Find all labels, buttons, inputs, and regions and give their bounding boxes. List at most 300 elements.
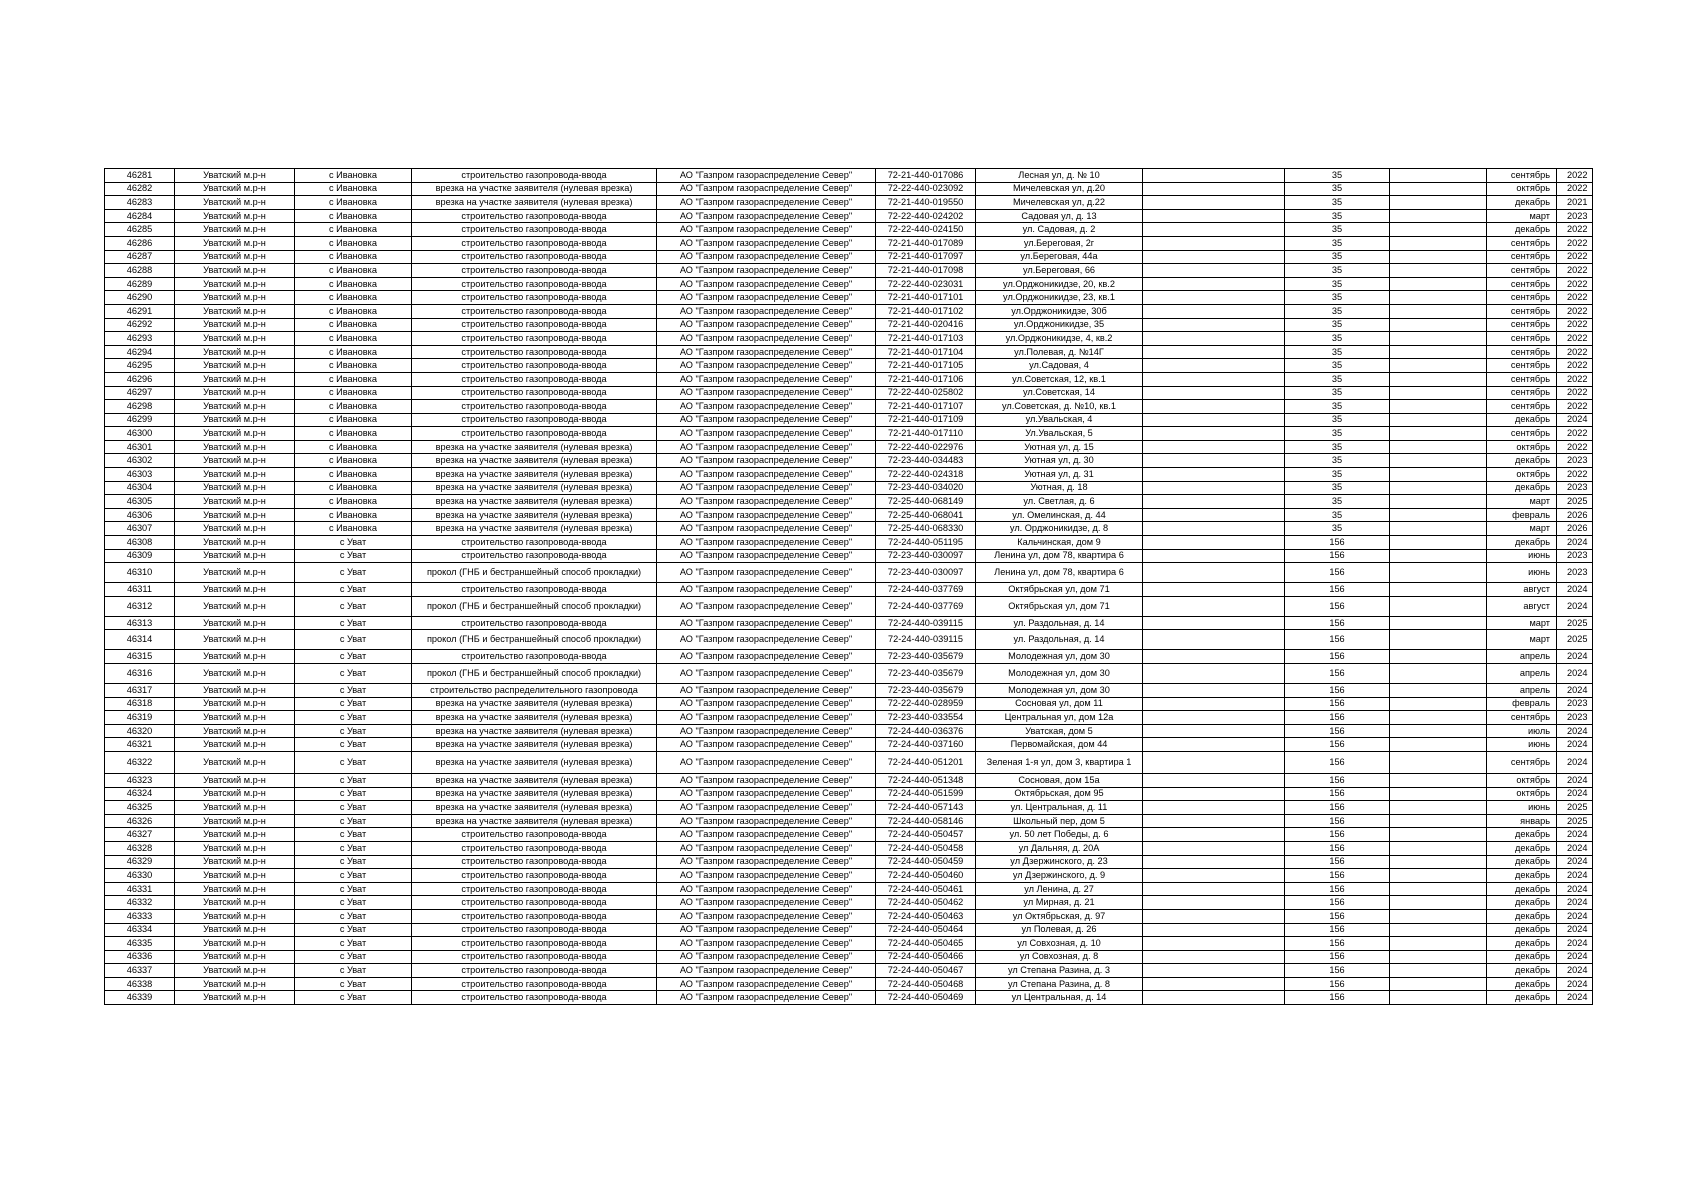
work-type-cell: врезка на участке заявителя (нулевая врезка) xyxy=(412,468,657,482)
address-cell: Садовая ул, д. 13 xyxy=(976,209,1143,223)
empty-cell xyxy=(1143,855,1285,869)
year-cell: 2024 xyxy=(1557,964,1593,978)
record-id-cell: 46297 xyxy=(105,386,175,400)
number-cell: 156 xyxy=(1285,801,1390,815)
organization-cell: АО "Газпром газораспределение Север" xyxy=(657,923,876,937)
empty-cell xyxy=(1143,304,1285,318)
locality-cell: с Уват xyxy=(295,964,412,978)
records-table xyxy=(104,168,1593,1005)
month-cell: январь xyxy=(1487,814,1557,828)
number-cell: 156 xyxy=(1285,549,1390,563)
table-row xyxy=(105,697,1593,711)
contract-number-cell: 72-22-440-024202 xyxy=(876,209,976,223)
number-cell: 35 xyxy=(1285,468,1390,482)
year-cell: 2022 xyxy=(1557,304,1593,318)
work-type-cell: прокол (ГНБ и бестраншейный способ прокладки) xyxy=(412,596,657,616)
work-type-cell: врезка на участке заявителя (нулевая врезка) xyxy=(412,454,657,468)
number-cell: 35 xyxy=(1285,182,1390,196)
empty-cell xyxy=(1390,616,1487,630)
work-type-cell: врезка на участке заявителя (нулевая врезка) xyxy=(412,182,657,196)
empty-cell xyxy=(1143,801,1285,815)
work-type-cell: строительство газопровода-ввода xyxy=(412,372,657,386)
district-cell: Уватский м.р-н xyxy=(175,332,295,346)
number-cell: 156 xyxy=(1285,583,1390,597)
empty-cell xyxy=(1143,882,1285,896)
district-cell: Уватский м.р-н xyxy=(175,596,295,616)
number-cell: 35 xyxy=(1285,291,1390,305)
address-cell: Сосновая, дом 15а xyxy=(976,773,1143,787)
empty-cell xyxy=(1143,937,1285,951)
empty-cell xyxy=(1143,630,1285,650)
year-cell: 2024 xyxy=(1557,909,1593,923)
number-cell: 156 xyxy=(1285,828,1390,842)
month-cell: октябрь xyxy=(1487,468,1557,482)
contract-number-cell: 72-23-440-030097 xyxy=(876,549,976,563)
empty-cell xyxy=(1390,413,1487,427)
work-type-cell: строительство газопровода-ввода xyxy=(412,896,657,910)
locality-cell: с Ивановка xyxy=(295,264,412,278)
month-cell: июнь xyxy=(1487,738,1557,752)
empty-cell xyxy=(1390,664,1487,684)
district-cell: Уватский м.р-н xyxy=(175,650,295,664)
empty-cell xyxy=(1143,650,1285,664)
year-cell: 2024 xyxy=(1557,855,1593,869)
address-cell: Уютная ул, д. 31 xyxy=(976,468,1143,482)
address-cell: Школьный пер, дом 5 xyxy=(976,814,1143,828)
number-cell: 35 xyxy=(1285,250,1390,264)
contract-number-cell: 72-22-440-024150 xyxy=(876,223,976,237)
district-cell: Уватский м.р-н xyxy=(175,751,295,773)
work-type-cell: строительство газопровода-ввода xyxy=(412,427,657,441)
table-row xyxy=(105,650,1593,664)
district-cell: Уватский м.р-н xyxy=(175,950,295,964)
record-id-cell: 46285 xyxy=(105,223,175,237)
year-cell: 2022 xyxy=(1557,468,1593,482)
record-id-cell: 46302 xyxy=(105,454,175,468)
number-cell: 156 xyxy=(1285,991,1390,1005)
month-cell: июнь xyxy=(1487,549,1557,563)
year-cell: 2024 xyxy=(1557,991,1593,1005)
record-id-cell: 46298 xyxy=(105,400,175,414)
address-cell: ул.Садовая, 4 xyxy=(976,359,1143,373)
empty-cell xyxy=(1143,413,1285,427)
number-cell: 156 xyxy=(1285,814,1390,828)
year-cell: 2022 xyxy=(1557,182,1593,196)
district-cell: Уватский м.р-н xyxy=(175,964,295,978)
record-id-cell: 46323 xyxy=(105,773,175,787)
table-row xyxy=(105,991,1593,1005)
month-cell: декабрь xyxy=(1487,991,1557,1005)
table-row xyxy=(105,596,1593,616)
work-type-cell: строительство газопровода-ввода xyxy=(412,841,657,855)
organization-cell: АО "Газпром газораспределение Север" xyxy=(657,372,876,386)
work-type-cell: строительство газопровода-ввода xyxy=(412,332,657,346)
month-cell: декабрь xyxy=(1487,909,1557,923)
address-cell: ул. Омелинская, д. 44 xyxy=(976,508,1143,522)
locality-cell: с Уват xyxy=(295,596,412,616)
year-cell: 2026 xyxy=(1557,522,1593,536)
empty-cell xyxy=(1390,855,1487,869)
number-cell: 35 xyxy=(1285,508,1390,522)
address-cell: Сосновая ул, дом 11 xyxy=(976,697,1143,711)
address-cell: Молодежная ул, дом 30 xyxy=(976,664,1143,684)
locality-cell: с Ивановка xyxy=(295,196,412,210)
address-cell: ул Дзержинского, д. 23 xyxy=(976,855,1143,869)
locality-cell: с Ивановка xyxy=(295,345,412,359)
empty-cell xyxy=(1390,454,1487,468)
month-cell: декабрь xyxy=(1487,923,1557,937)
table-row xyxy=(105,236,1593,250)
contract-number-cell: 72-24-440-050466 xyxy=(876,950,976,964)
empty-cell xyxy=(1143,250,1285,264)
work-type-cell: строительство газопровода-ввода xyxy=(412,359,657,373)
month-cell: сентябрь xyxy=(1487,277,1557,291)
work-type-cell: врезка на участке заявителя (нулевая врезка) xyxy=(412,787,657,801)
empty-cell xyxy=(1390,711,1487,725)
empty-cell xyxy=(1390,991,1487,1005)
empty-cell xyxy=(1390,250,1487,264)
work-type-cell: строительство газопровода-ввода xyxy=(412,964,657,978)
locality-cell: с Уват xyxy=(295,937,412,951)
organization-cell: АО "Газпром газораспределение Север" xyxy=(657,182,876,196)
locality-cell: с Уват xyxy=(295,650,412,664)
work-type-cell: строительство газопровода-ввода xyxy=(412,977,657,991)
empty-cell xyxy=(1390,828,1487,842)
year-cell: 2022 xyxy=(1557,250,1593,264)
table-row xyxy=(105,250,1593,264)
contract-number-cell: 72-24-440-050458 xyxy=(876,841,976,855)
year-cell: 2024 xyxy=(1557,724,1593,738)
empty-cell xyxy=(1390,684,1487,698)
number-cell: 156 xyxy=(1285,869,1390,883)
district-cell: Уватский м.р-н xyxy=(175,711,295,725)
month-cell: апрель xyxy=(1487,664,1557,684)
number-cell: 156 xyxy=(1285,751,1390,773)
work-type-cell: строительство газопровода-ввода xyxy=(412,277,657,291)
organization-cell: АО "Газпром газораспределение Север" xyxy=(657,359,876,373)
year-cell: 2024 xyxy=(1557,937,1593,951)
locality-cell: с Ивановка xyxy=(295,372,412,386)
number-cell: 35 xyxy=(1285,345,1390,359)
organization-cell: АО "Газпром газораспределение Север" xyxy=(657,977,876,991)
number-cell: 156 xyxy=(1285,896,1390,910)
month-cell: октябрь xyxy=(1487,182,1557,196)
table-row xyxy=(105,664,1593,684)
work-type-cell: врезка на участке заявителя (нулевая врезка) xyxy=(412,801,657,815)
empty-cell xyxy=(1390,182,1487,196)
district-cell: Уватский м.р-н xyxy=(175,583,295,597)
contract-number-cell: 72-21-440-017086 xyxy=(876,169,976,183)
empty-cell xyxy=(1390,427,1487,441)
organization-cell: АО "Газпром газораспределение Север" xyxy=(657,236,876,250)
year-cell: 2022 xyxy=(1557,372,1593,386)
locality-cell: с Уват xyxy=(295,787,412,801)
record-id-cell: 46329 xyxy=(105,855,175,869)
empty-cell xyxy=(1143,896,1285,910)
month-cell: декабрь xyxy=(1487,937,1557,951)
address-cell: ул. Центральная, д. 11 xyxy=(976,801,1143,815)
address-cell: ул Ленина, д. 27 xyxy=(976,882,1143,896)
contract-number-cell: 72-23-440-030097 xyxy=(876,563,976,583)
organization-cell: АО "Газпром газораспределение Север" xyxy=(657,291,876,305)
address-cell: ул.Орджоникидзе, 4, кв.2 xyxy=(976,332,1143,346)
table-row xyxy=(105,413,1593,427)
empty-cell xyxy=(1390,738,1487,752)
contract-number-cell: 72-24-440-037769 xyxy=(876,596,976,616)
address-cell: ул. 50 лет Победы, д. 6 xyxy=(976,828,1143,842)
number-cell: 156 xyxy=(1285,697,1390,711)
work-type-cell: строительство газопровода-ввода xyxy=(412,223,657,237)
contract-number-cell: 72-23-440-035679 xyxy=(876,684,976,698)
organization-cell: АО "Газпром газораспределение Север" xyxy=(657,427,876,441)
locality-cell: с Уват xyxy=(295,923,412,937)
month-cell: декабрь xyxy=(1487,841,1557,855)
organization-cell: АО "Газпром газораспределение Север" xyxy=(657,468,876,482)
empty-cell xyxy=(1143,196,1285,210)
work-type-cell: врезка на участке заявителя (нулевая врезка) xyxy=(412,711,657,725)
number-cell: 35 xyxy=(1285,277,1390,291)
empty-cell xyxy=(1143,964,1285,978)
number-cell: 156 xyxy=(1285,664,1390,684)
month-cell: март xyxy=(1487,209,1557,223)
record-id-cell: 46290 xyxy=(105,291,175,305)
table-row xyxy=(105,751,1593,773)
number-cell: 35 xyxy=(1285,169,1390,183)
locality-cell: с Уват xyxy=(295,869,412,883)
district-cell: Уватский м.р-н xyxy=(175,318,295,332)
locality-cell: с Ивановка xyxy=(295,495,412,509)
organization-cell: АО "Газпром газораспределение Север" xyxy=(657,855,876,869)
table-row xyxy=(105,182,1593,196)
district-cell: Уватский м.р-н xyxy=(175,522,295,536)
empty-cell xyxy=(1390,896,1487,910)
table-row xyxy=(105,711,1593,725)
number-cell: 156 xyxy=(1285,536,1390,550)
record-id-cell: 46324 xyxy=(105,787,175,801)
empty-cell xyxy=(1143,787,1285,801)
table-row xyxy=(105,814,1593,828)
table-row xyxy=(105,536,1593,550)
table-row xyxy=(105,196,1593,210)
month-cell: сентябрь xyxy=(1487,427,1557,441)
address-cell: Кальчинская, дом 9 xyxy=(976,536,1143,550)
address-cell: ул.Орджоникидзе, 35 xyxy=(976,318,1143,332)
organization-cell: АО "Газпром газораспределение Север" xyxy=(657,264,876,278)
month-cell: сентябрь xyxy=(1487,359,1557,373)
number-cell: 35 xyxy=(1285,318,1390,332)
number-cell: 156 xyxy=(1285,684,1390,698)
district-cell: Уватский м.р-н xyxy=(175,738,295,752)
locality-cell: с Ивановка xyxy=(295,291,412,305)
locality-cell: с Уват xyxy=(295,751,412,773)
organization-cell: АО "Газпром газораспределение Север" xyxy=(657,664,876,684)
table-row xyxy=(105,454,1593,468)
locality-cell: с Уват xyxy=(295,664,412,684)
work-type-cell: врезка на участке заявителя (нулевая врезка) xyxy=(412,440,657,454)
work-type-cell: прокол (ГНБ и бестраншейный способ прокладки) xyxy=(412,563,657,583)
contract-number-cell: 72-24-440-050469 xyxy=(876,991,976,1005)
record-id-cell: 46283 xyxy=(105,196,175,210)
work-type-cell: строительство газопровода-ввода xyxy=(412,536,657,550)
record-id-cell: 46287 xyxy=(105,250,175,264)
work-type-cell: строительство газопровода-ввода xyxy=(412,236,657,250)
contract-number-cell: 72-21-440-020416 xyxy=(876,318,976,332)
address-cell: Мичелевская ул, д.20 xyxy=(976,182,1143,196)
work-type-cell: строительство газопровода-ввода xyxy=(412,345,657,359)
number-cell: 35 xyxy=(1285,209,1390,223)
work-type-cell: строительство газопровода-ввода xyxy=(412,250,657,264)
address-cell: Ул.Увальская, 5 xyxy=(976,427,1143,441)
month-cell: июнь xyxy=(1487,563,1557,583)
empty-cell xyxy=(1390,801,1487,815)
number-cell: 35 xyxy=(1285,400,1390,414)
locality-cell: с Ивановка xyxy=(295,169,412,183)
month-cell: декабрь xyxy=(1487,896,1557,910)
table-row xyxy=(105,468,1593,482)
address-cell: Октябрьская ул, дом 71 xyxy=(976,583,1143,597)
empty-cell xyxy=(1143,563,1285,583)
record-id-cell: 46330 xyxy=(105,869,175,883)
locality-cell: с Уват xyxy=(295,630,412,650)
district-cell: Уватский м.р-н xyxy=(175,664,295,684)
empty-cell xyxy=(1390,937,1487,951)
organization-cell: АО "Газпром газораспределение Север" xyxy=(657,454,876,468)
number-cell: 156 xyxy=(1285,616,1390,630)
number-cell: 35 xyxy=(1285,196,1390,210)
month-cell: сентябрь xyxy=(1487,236,1557,250)
organization-cell: АО "Газпром газораспределение Север" xyxy=(657,801,876,815)
empty-cell xyxy=(1143,495,1285,509)
empty-cell xyxy=(1390,440,1487,454)
number-cell: 156 xyxy=(1285,630,1390,650)
district-cell: Уватский м.р-н xyxy=(175,697,295,711)
locality-cell: с Уват xyxy=(295,909,412,923)
empty-cell xyxy=(1390,630,1487,650)
month-cell: декабрь xyxy=(1487,964,1557,978)
district-cell: Уватский м.р-н xyxy=(175,291,295,305)
organization-cell: АО "Газпром газораспределение Север" xyxy=(657,563,876,583)
number-cell: 156 xyxy=(1285,841,1390,855)
organization-cell: АО "Газпром газораспределение Север" xyxy=(657,896,876,910)
year-cell: 2022 xyxy=(1557,400,1593,414)
year-cell: 2025 xyxy=(1557,616,1593,630)
locality-cell: с Уват xyxy=(295,563,412,583)
empty-cell xyxy=(1143,169,1285,183)
locality-cell: с Уват xyxy=(295,896,412,910)
year-cell: 2024 xyxy=(1557,950,1593,964)
year-cell: 2022 xyxy=(1557,223,1593,237)
empty-cell xyxy=(1390,264,1487,278)
year-cell: 2024 xyxy=(1557,923,1593,937)
district-cell: Уватский м.р-н xyxy=(175,923,295,937)
empty-cell xyxy=(1390,359,1487,373)
contract-number-cell: 72-24-440-039115 xyxy=(876,630,976,650)
record-id-cell: 46336 xyxy=(105,950,175,964)
address-cell: ул.Увальская, 4 xyxy=(976,413,1143,427)
table-row xyxy=(105,909,1593,923)
record-id-cell: 46309 xyxy=(105,549,175,563)
empty-cell xyxy=(1390,223,1487,237)
locality-cell: с Уват xyxy=(295,738,412,752)
contract-number-cell: 72-23-440-034483 xyxy=(876,454,976,468)
empty-cell xyxy=(1390,977,1487,991)
organization-cell: АО "Газпром газораспределение Север" xyxy=(657,684,876,698)
month-cell: март xyxy=(1487,616,1557,630)
address-cell: Первомайская, дом 44 xyxy=(976,738,1143,752)
empty-cell xyxy=(1143,508,1285,522)
district-cell: Уватский м.р-н xyxy=(175,855,295,869)
district-cell: Уватский м.р-н xyxy=(175,869,295,883)
year-cell: 2022 xyxy=(1557,318,1593,332)
address-cell: ул.Полевая, д. №14Г xyxy=(976,345,1143,359)
contract-number-cell: 72-24-440-051599 xyxy=(876,787,976,801)
address-cell: Молодежная ул, дом 30 xyxy=(976,650,1143,664)
year-cell: 2024 xyxy=(1557,596,1593,616)
address-cell: ул Центральная, д. 14 xyxy=(976,991,1143,1005)
locality-cell: с Уват xyxy=(295,977,412,991)
organization-cell: АО "Газпром газораспределение Север" xyxy=(657,751,876,773)
year-cell: 2023 xyxy=(1557,209,1593,223)
month-cell: декабрь xyxy=(1487,977,1557,991)
locality-cell: с Уват xyxy=(295,991,412,1005)
district-cell: Уватский м.р-н xyxy=(175,250,295,264)
address-cell: ул Мирная, д. 21 xyxy=(976,896,1143,910)
number-cell: 156 xyxy=(1285,724,1390,738)
contract-number-cell: 72-22-440-022976 xyxy=(876,440,976,454)
organization-cell: АО "Газпром газораспределение Север" xyxy=(657,413,876,427)
locality-cell: с Ивановка xyxy=(295,250,412,264)
empty-cell xyxy=(1143,236,1285,250)
district-cell: Уватский м.р-н xyxy=(175,841,295,855)
table-row xyxy=(105,950,1593,964)
number-cell: 35 xyxy=(1285,332,1390,346)
empty-cell xyxy=(1143,332,1285,346)
year-cell: 2022 xyxy=(1557,345,1593,359)
district-cell: Уватский м.р-н xyxy=(175,372,295,386)
district-cell: Уватский м.р-н xyxy=(175,630,295,650)
empty-cell xyxy=(1143,814,1285,828)
locality-cell: с Ивановка xyxy=(295,468,412,482)
empty-cell xyxy=(1143,209,1285,223)
record-id-cell: 46288 xyxy=(105,264,175,278)
number-cell: 156 xyxy=(1285,855,1390,869)
address-cell: ул. Раздольная, д. 14 xyxy=(976,630,1143,650)
locality-cell: с Уват xyxy=(295,801,412,815)
locality-cell: с Ивановка xyxy=(295,413,412,427)
contract-number-cell: 72-24-440-050462 xyxy=(876,896,976,910)
empty-cell xyxy=(1390,508,1487,522)
empty-cell xyxy=(1143,182,1285,196)
empty-cell xyxy=(1390,291,1487,305)
record-id-cell: 46337 xyxy=(105,964,175,978)
month-cell: декабрь xyxy=(1487,950,1557,964)
district-cell: Уватский м.р-н xyxy=(175,508,295,522)
work-type-cell: строительство газопровода-ввода xyxy=(412,909,657,923)
record-id-cell: 46294 xyxy=(105,345,175,359)
month-cell: март xyxy=(1487,630,1557,650)
month-cell: сентябрь xyxy=(1487,291,1557,305)
table-row xyxy=(105,828,1593,842)
district-cell: Уватский м.р-н xyxy=(175,468,295,482)
contract-number-cell: 72-21-440-017098 xyxy=(876,264,976,278)
district-cell: Уватский м.р-н xyxy=(175,616,295,630)
organization-cell: АО "Газпром газораспределение Север" xyxy=(657,950,876,964)
table-row xyxy=(105,549,1593,563)
year-cell: 2024 xyxy=(1557,583,1593,597)
empty-cell xyxy=(1143,427,1285,441)
locality-cell: с Уват xyxy=(295,882,412,896)
year-cell: 2026 xyxy=(1557,508,1593,522)
